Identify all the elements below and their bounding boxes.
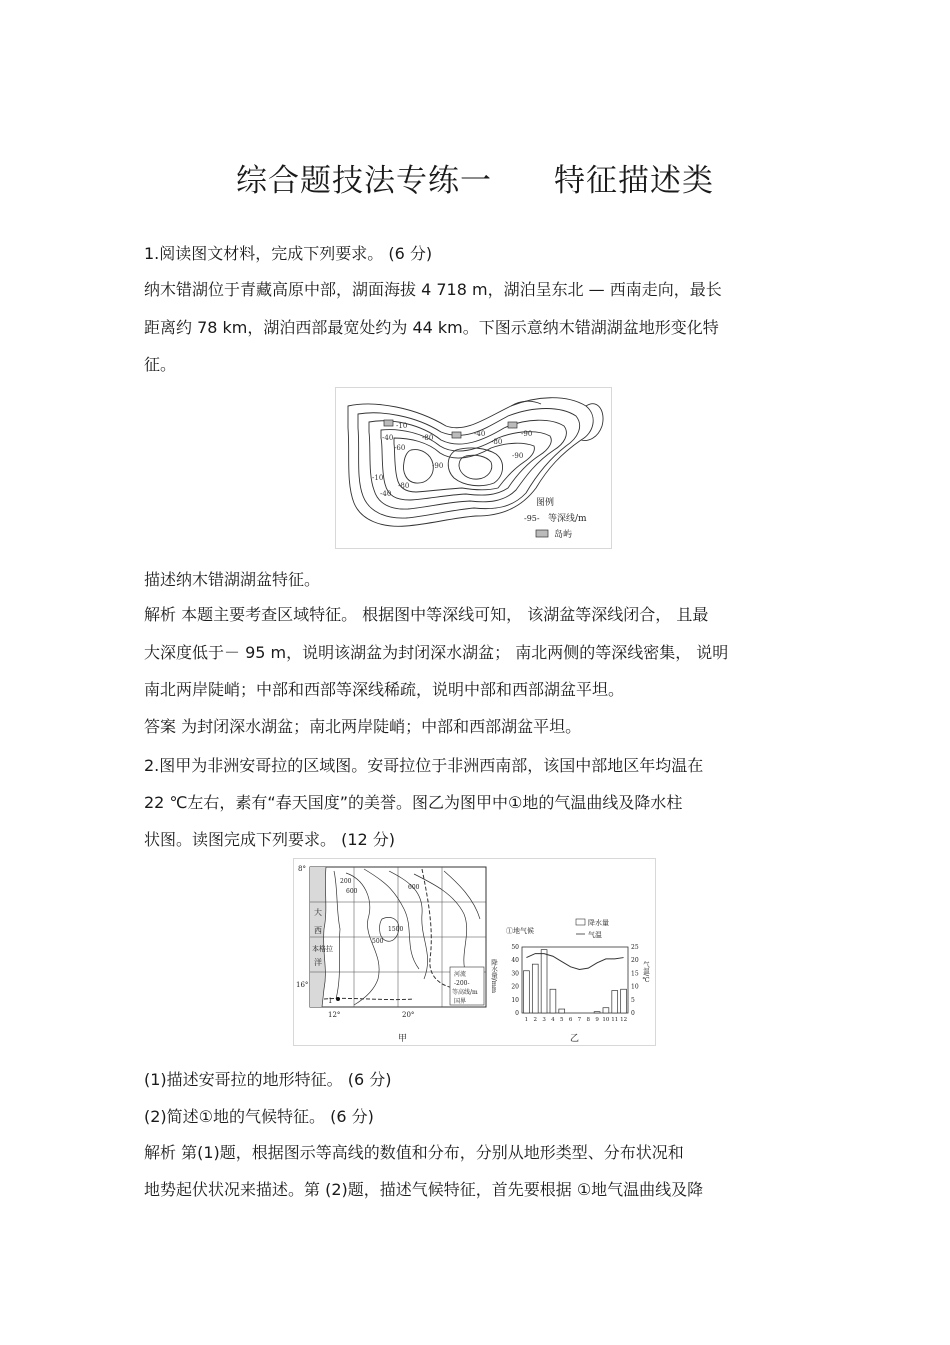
month-tick-label: 2 (533, 1017, 537, 1023)
month-tick-label: 12 (620, 1017, 628, 1023)
benguela-label: 本格拉 (312, 945, 333, 953)
point-1-marker (336, 997, 340, 1001)
point-1-label: 1 (328, 997, 333, 1005)
month-tick-label: 1 (524, 1017, 529, 1023)
ocean-label-char: 西 (314, 926, 322, 935)
right-tick-label: 25 (631, 944, 639, 951)
left-tick-label: 50 (511, 944, 519, 951)
month-tick-label: 8 (586, 1017, 590, 1023)
left-tick-label: 0 (515, 1010, 519, 1017)
left-tick-label: 30 (511, 970, 519, 978)
precip-bar (559, 1009, 565, 1013)
legend-island-label: 岛屿 (554, 530, 573, 540)
q1-material-line: 距离约 78 km，湖泊西部最宽处约为 44 km。下图示意纳木错湖湖盆地形变化特 (144, 318, 719, 337)
legend-contour-label: 等深线/m (548, 514, 587, 524)
q2-header-line: 22 ℃左右，素有“春天国度”的美誉。图乙为图甲中①地的气温曲线及降水柱 (144, 793, 683, 812)
climate-chart (490, 918, 650, 1044)
legend-precip-swatch (576, 919, 585, 925)
contour-value: 600 (346, 888, 358, 895)
q2-header-line: 状图。读图完成下列要求。 (12 分) (144, 830, 396, 849)
month-tick-label: 5 (560, 1017, 564, 1023)
page-title (0, 155, 950, 200)
island-marker (508, 422, 517, 428)
month-tick-label: 9 (595, 1017, 599, 1023)
q1-header: 1.阅读图文材料，完成下列要求。 (6 分) (144, 244, 433, 263)
right-tick-label: 15 (631, 970, 639, 978)
legend-contour-sample: -95- (524, 514, 540, 523)
contour-label: -90 (521, 430, 533, 438)
month-tick-label: 6 (568, 1017, 573, 1023)
q1-analysis-line: 大深度低于－ 95 m，说明该湖盆为封闭深水湖盆； 南北两侧的等深线密集， 说明 (144, 643, 729, 662)
lon-label: 12° (328, 1011, 341, 1019)
legend-border: 国界 (454, 998, 467, 1005)
contour-label: -40 (380, 490, 392, 498)
map-jia-legend (450, 967, 484, 1005)
contour-value: 500 (372, 938, 384, 945)
q2-header-line: 2.图甲为非洲安哥拉的区域图。安哥拉位于非洲西南部，该国中部地区年均温在 (144, 756, 704, 775)
month-tick-label: 7 (577, 1017, 582, 1023)
q2-analysis-line: 解析 第(1)题，根据图示等高线的数值和分布，分别从地形类型、分布状况和 (144, 1143, 684, 1162)
q1-material-line: 征。 (144, 355, 177, 374)
precip-bar (594, 1012, 600, 1013)
contour-label: -40 (382, 434, 394, 442)
legend-contour-sample: -200- (454, 980, 470, 987)
chart-yi-caption: 乙 (570, 1034, 580, 1044)
q1-material-line: 纳木错湖位于青藏高原中部，湖面海拔 4 718 m，湖泊呈东北 — 西南走向，最长 (144, 280, 722, 299)
lake-map-legend (524, 496, 587, 540)
legend-precip-label: 降水量 (588, 919, 609, 927)
right-tick-label: 10 (631, 983, 639, 991)
lat-label: 16° (296, 981, 309, 989)
right-tick-label: 20 (631, 957, 639, 965)
angola-map (296, 865, 486, 1044)
q1-prompt: 描述纳木错湖湖盆特征。 (144, 570, 321, 589)
precip-bar (621, 989, 627, 1013)
contour-label: -90 (432, 462, 444, 470)
month-tick-label: 11 (611, 1017, 619, 1023)
q2-sub1: (1)描述安哥拉的地形特征。 (6 分) (144, 1070, 392, 1089)
map-jia-caption: 甲 (398, 1034, 408, 1044)
legend-temp-label: 气温 (588, 931, 602, 939)
precip-bar (541, 950, 547, 1013)
right-tick-label: 0 (631, 1010, 635, 1017)
contour-label: -90 (512, 452, 524, 460)
title-part2: 特征描述类 (554, 163, 714, 199)
contour-value: 600 (408, 884, 420, 891)
legend-island-swatch (536, 530, 548, 537)
contour-label: -60 (394, 444, 406, 452)
precip-bar (524, 971, 530, 1013)
precip-bar (603, 1008, 609, 1013)
legend-title: 图例 (536, 498, 555, 508)
lon-label: 20° (402, 1011, 415, 1019)
lake-contour-svg (336, 388, 611, 548)
left-tick-label: 20 (511, 983, 519, 991)
month-tick-label: 3 (542, 1017, 546, 1023)
precip-bar (612, 991, 618, 1013)
month-tick-label: 4 (551, 1017, 555, 1023)
precip-bar (532, 964, 538, 1013)
contour-value: 200 (340, 878, 352, 885)
lat-label: 8° (298, 865, 306, 873)
month-tick-label: 10 (602, 1017, 610, 1023)
left-tick-label: 10 (511, 996, 519, 1004)
angola-figure-svg (294, 859, 655, 1045)
lake-depth-map (335, 387, 612, 549)
right-axis-label: 气温/℃ (642, 961, 650, 985)
title-part1: 综合题技法专练一 (236, 163, 492, 199)
left-tick-label: 40 (511, 957, 519, 965)
ocean-label-char: 洋 (314, 958, 322, 967)
q2-sub2: (2)简述①地的气候特征。 (6 分) (144, 1107, 374, 1126)
precip-bar (550, 989, 556, 1013)
angola-figure (293, 858, 656, 1046)
right-tick-label: 5 (631, 996, 635, 1004)
legend-contour: 等高线/m (452, 989, 478, 996)
contour-label: -80 (422, 434, 434, 442)
contour-label: -40 (474, 430, 486, 438)
island-marker (452, 432, 461, 438)
legend-river: 河流 (454, 971, 467, 978)
contour-label: -80 (491, 438, 503, 446)
ocean-label-char: 大 (314, 908, 322, 917)
left-axis-label: 降水量/mm (490, 959, 498, 994)
island-marker (384, 420, 393, 426)
q1-analysis-line: 南北两岸陡峭；中部和西部等深线稀疏，说明中部和西部湖盆平坦。 (144, 680, 625, 699)
contour-label: -10 (372, 474, 384, 482)
q1-analysis-line: 解析 本题主要考查区域特征。 根据图中等深线可知， 该湖盆等深线闭合， 且最 (144, 605, 709, 624)
climate-site-label: ①地气候 (506, 927, 534, 935)
contour-label: -80 (398, 482, 410, 490)
contour-value: 1500 (388, 926, 404, 933)
q1-answer: 答案 为封闭深水湖盆；南北两岸陡峭；中部和西部湖盆平坦。 (144, 717, 582, 736)
contour-label: -10 (396, 422, 408, 430)
q2-analysis-line: 地势起伏状况来描述。第 (2)题，描述气候特征，首先要根据 ①地气温曲线及降 (144, 1180, 704, 1199)
